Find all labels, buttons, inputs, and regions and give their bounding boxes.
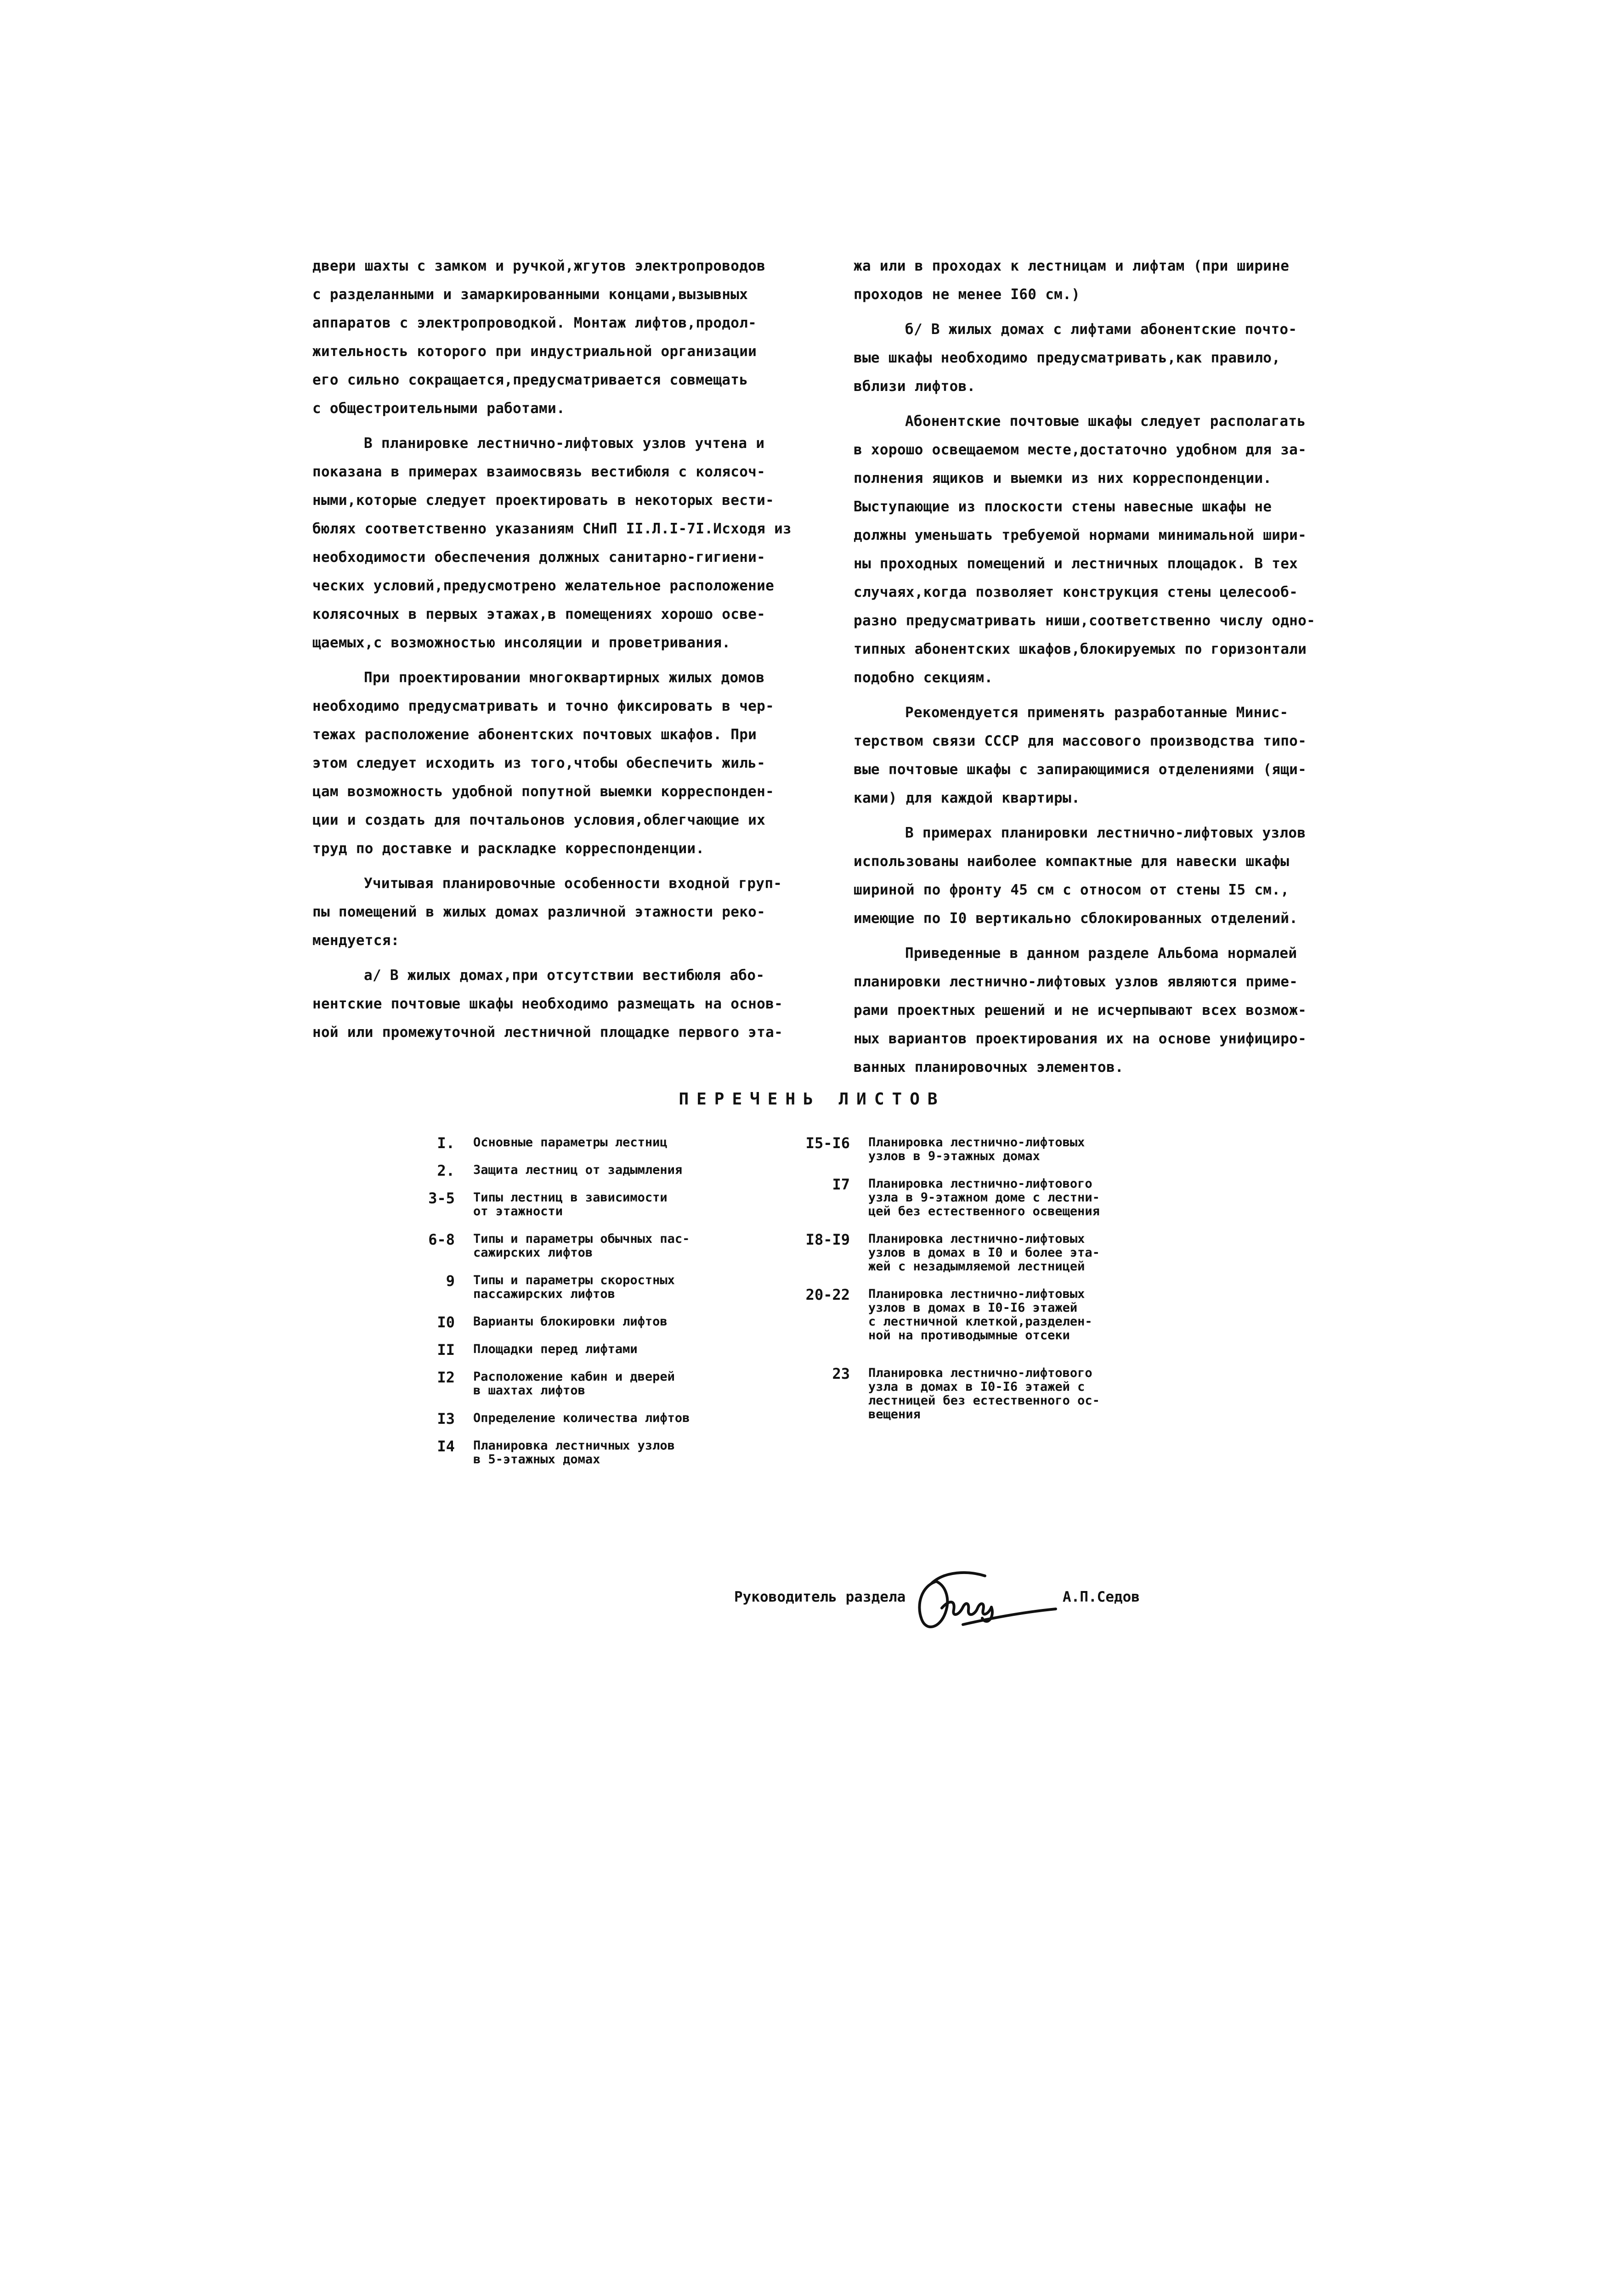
- text-line: необходимо предусматривать и точно фиксировать в чер-: [312, 698, 775, 714]
- toc-sheet-title-line: лестницей без естественного ос-: [868, 1393, 1100, 1408]
- toc-sheet-title-line: сажирских лифтов: [473, 1246, 593, 1260]
- toc-sheet-title-line: с лестничной клеткой,разделен-: [868, 1314, 1092, 1329]
- text-line: в хорошо освещаемом месте,достаточно удобном для за-: [854, 442, 1307, 458]
- toc-sheet-title-line: жей с незадымляемой лестницей: [868, 1259, 1085, 1274]
- toc-sheet-number: I.: [437, 1134, 455, 1152]
- toc-sheet-title: [473, 1370, 818, 1398]
- text-line: должны уменьшать требуемой нормами минимальной шири-: [854, 527, 1307, 544]
- toc-list-left: [404, 1136, 818, 1467]
- toc-item: [799, 1366, 1213, 1422]
- toc-sheet-title: [473, 1411, 818, 1425]
- toc-item: [404, 1315, 818, 1329]
- text-line: полнения ящиков и выемки из них корреспонденции.: [854, 470, 1272, 487]
- text-line: В планировке лестнично-лифтовых узлов учтена и: [364, 435, 765, 452]
- signature-label: Руководитель раздела: [734, 1589, 906, 1605]
- toc-sheet-title: [473, 1191, 818, 1218]
- signature-block: [734, 1571, 1194, 1636]
- toc-sheet-title-line: Типы и параметры обычных пас-: [473, 1232, 690, 1246]
- toc-sheet-title: [868, 1177, 1213, 1218]
- toc-sheet-title-line: Планировка лестнично-лифтовых: [868, 1287, 1085, 1301]
- text-line: Выступающие из плоскости стены навесные шкафы не: [854, 498, 1272, 515]
- toc-sheet-title-line: Расположение кабин и дверей: [473, 1370, 675, 1384]
- text-line: колясочных в первых этажах,в помещениях хорошо осве-: [312, 606, 766, 623]
- toc-item: [404, 1136, 818, 1150]
- toc-sheet-title-line: Планировка лестнично-лифтового: [868, 1177, 1092, 1191]
- text-line: необходимости обеспечения должных санитарно-гигиени-: [312, 549, 766, 566]
- text-line: ной или промежуточной лестничной площадке первого эта-: [312, 1024, 783, 1041]
- toc-sheet-title-line: ной на противодымные отсеки: [868, 1328, 1070, 1342]
- toc-sheet-title-line: в шахтах лифтов: [473, 1383, 585, 1398]
- toc-sheet-title-line: в 5-этажных домах: [473, 1452, 600, 1467]
- text-line: а/ В жилых домах,при отсутствии вестибюля або-: [364, 967, 765, 984]
- handwritten-signature: [908, 1568, 1059, 1637]
- toc-sheet-title: [868, 1287, 1213, 1342]
- text-line: с общестроительными работами.: [312, 400, 565, 417]
- toc-item: [404, 1163, 818, 1177]
- text-line: мендуется:: [312, 932, 400, 949]
- toc-sheet-number: 23: [832, 1365, 850, 1382]
- toc-sheet-title-line: Планировка лестнично-лифтовых: [868, 1135, 1085, 1150]
- toc-sheet-number: I2: [437, 1369, 455, 1386]
- text-line: труд по доставке и раскладке корреспонденции.: [312, 840, 705, 857]
- toc-sheet-title-line: узла в 9-этажном доме с лестни-: [868, 1190, 1100, 1205]
- text-line: ванных планировочных элементов.: [854, 1059, 1124, 1076]
- toc-sheet-title-line: пассажирских лифтов: [473, 1287, 615, 1301]
- text-line: ны проходных помещений и лестничных площадок. В тех: [854, 555, 1298, 572]
- toc-sheet-title-line: узлов в 9-этажных домах: [868, 1149, 1040, 1163]
- toc-sheet-title: [473, 1136, 818, 1150]
- text-line: использованы наиболее компактные для навески шкафы: [854, 853, 1290, 870]
- toc-sheet-number: I8-I9: [805, 1231, 850, 1248]
- toc-sheet-number: I5-I6: [805, 1134, 850, 1152]
- text-line: б/ В жилых домах с лифтами абонентские почто-: [905, 321, 1297, 338]
- toc-item: [799, 1287, 1213, 1342]
- toc-sheet-number: 9: [446, 1272, 455, 1290]
- text-line: цам возможность удобной попутной выемки корреспонден-: [312, 783, 775, 800]
- toc-sheet-title-line: Площадки перед лифтами: [473, 1342, 638, 1356]
- text-line: показана в примерах взаимосвязь вестибюля с колясоч-: [312, 464, 766, 480]
- text-line: Абонентские почтовые шкафы следует располагать: [905, 413, 1306, 430]
- toc-sheet-number: I0: [437, 1314, 455, 1331]
- text-line: пы помещений в жилых домах различной этажности реко-: [312, 904, 766, 920]
- toc-sheet-title: [868, 1232, 1213, 1274]
- text-line: вые почтовые шкафы с запирающимися отделениями (ящи-: [854, 761, 1307, 778]
- toc-item: [404, 1341, 818, 1359]
- text-line: этом следует исходить из того,чтобы обеспечить жиль-: [312, 755, 766, 771]
- text-line: случаях,когда позволяет конструкция стены целесооб-: [854, 584, 1298, 600]
- toc-title: ПЕРЕЧЕНЬ ЛИСТОВ: [679, 1090, 945, 1109]
- text-line: проходов не менее I60 см.): [854, 286, 1081, 303]
- text-line: терством связи СССР для массового производства типо-: [854, 733, 1307, 749]
- text-line: ными,которые следует проектировать в некоторых вести-: [312, 492, 775, 509]
- text-line: жа или в проходах к лестницам и лифтам (при ширине: [854, 258, 1290, 274]
- text-line: ками) для каждой квартиры.: [854, 790, 1081, 806]
- text-line: вблизи лифтов.: [854, 378, 976, 395]
- toc-sheet-number: I3: [437, 1410, 455, 1427]
- toc-sheet-number: II: [437, 1341, 455, 1359]
- toc-sheet-title-line: Планировка лестничных узлов: [473, 1438, 675, 1453]
- toc-item: [799, 1136, 1213, 1163]
- signatory-name: А.П.Седов: [1063, 1589, 1140, 1605]
- toc-sheet-number: 6-8: [428, 1231, 455, 1248]
- toc-sheet-title: [473, 1274, 818, 1301]
- toc-sheet-title-line: Типы лестниц в зависимости: [473, 1190, 668, 1205]
- toc-sheet-title: [473, 1315, 818, 1329]
- toc-sheet-title: [473, 1232, 818, 1260]
- toc-item: [404, 1439, 818, 1467]
- text-line: Рекомендуется применять разработанные Минис-: [905, 704, 1289, 721]
- toc-sheet-number: I4: [437, 1438, 455, 1455]
- text-line: В примерах планировки лестнично-лифтовых узлов: [905, 825, 1306, 841]
- text-line: его сильно сокращается,предусматривается совмещать: [312, 372, 748, 388]
- text-line: двери шахты с замком и ручкой,жгутов электропроводов: [312, 258, 766, 274]
- toc-sheet-number: I7: [832, 1176, 850, 1193]
- text-line: нентские почтовые шкафы необходимо размещать на основ-: [312, 996, 783, 1012]
- toc-sheet-title: [868, 1136, 1213, 1163]
- toc-item: [799, 1177, 1213, 1218]
- text-line: При проектировании многоквартирных жилых домов: [364, 669, 765, 686]
- text-line: подобно секциям.: [854, 669, 993, 686]
- text-line: разно предусматривать ниши,соответственно числу одно-: [854, 612, 1316, 629]
- toc-sheet-title-line: узлов в домах в I0-I6 этажей: [868, 1301, 1078, 1315]
- text-line: ческих условий,предусмотрено желательное расположение: [312, 578, 775, 594]
- text-line: тежах расположение абонентских почтовых шкафов. При: [312, 726, 757, 743]
- text-line: аппаратов с электропроводкой. Монтаж лифтов,продол-: [312, 315, 757, 331]
- text-line: ных вариантов проектирования их на основе унифициро-: [854, 1031, 1307, 1047]
- text-column-left: [312, 252, 797, 1047]
- toc-sheet-number: 20-22: [805, 1286, 850, 1303]
- text-line: жительность которого при индустриальной организации: [312, 343, 757, 360]
- toc-sheet-title-line: Защита лестниц от задымления: [473, 1163, 683, 1177]
- toc-sheet-title-line: Основные параметры лестниц: [473, 1135, 668, 1150]
- toc-sheet-title-line: цей без естественного освещения: [868, 1204, 1100, 1218]
- toc-sheet-title-line: узлов в домах в I0 и более эта-: [868, 1246, 1100, 1260]
- text-line: типных абонентских шкафов,блокируемых по горизонтали: [854, 641, 1307, 657]
- toc-sheet-title-line: вещения: [868, 1407, 921, 1422]
- toc-sheet-title-line: Типы и параметры скоростных: [473, 1273, 675, 1287]
- toc-sheet-title-line: Определение количества лифтов: [473, 1411, 690, 1425]
- toc-list-right: [799, 1136, 1213, 1422]
- toc-sheet-title: [473, 1342, 818, 1356]
- toc-sheet-title-line: Варианты блокировки лифтов: [473, 1314, 668, 1329]
- toc-sheet-title: [473, 1439, 818, 1467]
- text-line: Приведенные в данном разделе Альбома нормалей: [905, 945, 1297, 962]
- text-line: щаемых,с возможностью инсоляции и проветривания.: [312, 634, 731, 651]
- text-line: планировки лестнично-лифтовых узлов являются приме-: [854, 974, 1298, 990]
- toc-sheet-title-line: от этажности: [473, 1204, 563, 1218]
- toc-sheet-number: 3-5: [428, 1189, 455, 1207]
- toc-item: [404, 1191, 818, 1218]
- text-line: имеющие по I0 вертикально сблокированных отделений.: [854, 910, 1298, 927]
- toc-item: [404, 1370, 818, 1398]
- toc-item: [799, 1232, 1213, 1274]
- toc-item: [404, 1274, 818, 1301]
- text-line: шириной по фронту 45 см с относом от стены I5 см.,: [854, 882, 1290, 898]
- text-line: рами проектных решений и не исчерпывают всех возмож-: [854, 1002, 1307, 1019]
- toc-sheet-title-line: Планировка лестнично-лифтовых: [868, 1232, 1085, 1246]
- toc-item: [404, 1232, 818, 1260]
- text-line: вые шкафы необходимо предусматривать,как правило,: [854, 350, 1281, 366]
- text-line: Учитывая планировочные особенности входной груп-: [364, 875, 782, 892]
- text-line: ции и создать для почтальонов условия,облегчающие их: [312, 812, 766, 828]
- toc-item: [404, 1411, 818, 1425]
- text-column-right: [854, 252, 1338, 1082]
- toc-sheet-title-line: узла в домах в I0-I6 этажей с: [868, 1380, 1085, 1394]
- toc-sheet-title-line: Планировка лестнично-лифтового: [868, 1366, 1092, 1380]
- toc-sheet-number: 2.: [437, 1162, 455, 1179]
- toc-sheet-title: [473, 1163, 818, 1177]
- text-line: с разделанными и замаркированными концами,вызывных: [312, 286, 748, 303]
- toc-sheet-title: [868, 1366, 1213, 1422]
- text-line: бюлях соответственно указаниям СНиП II.Л.I-7I.Исходя из: [312, 521, 792, 537]
